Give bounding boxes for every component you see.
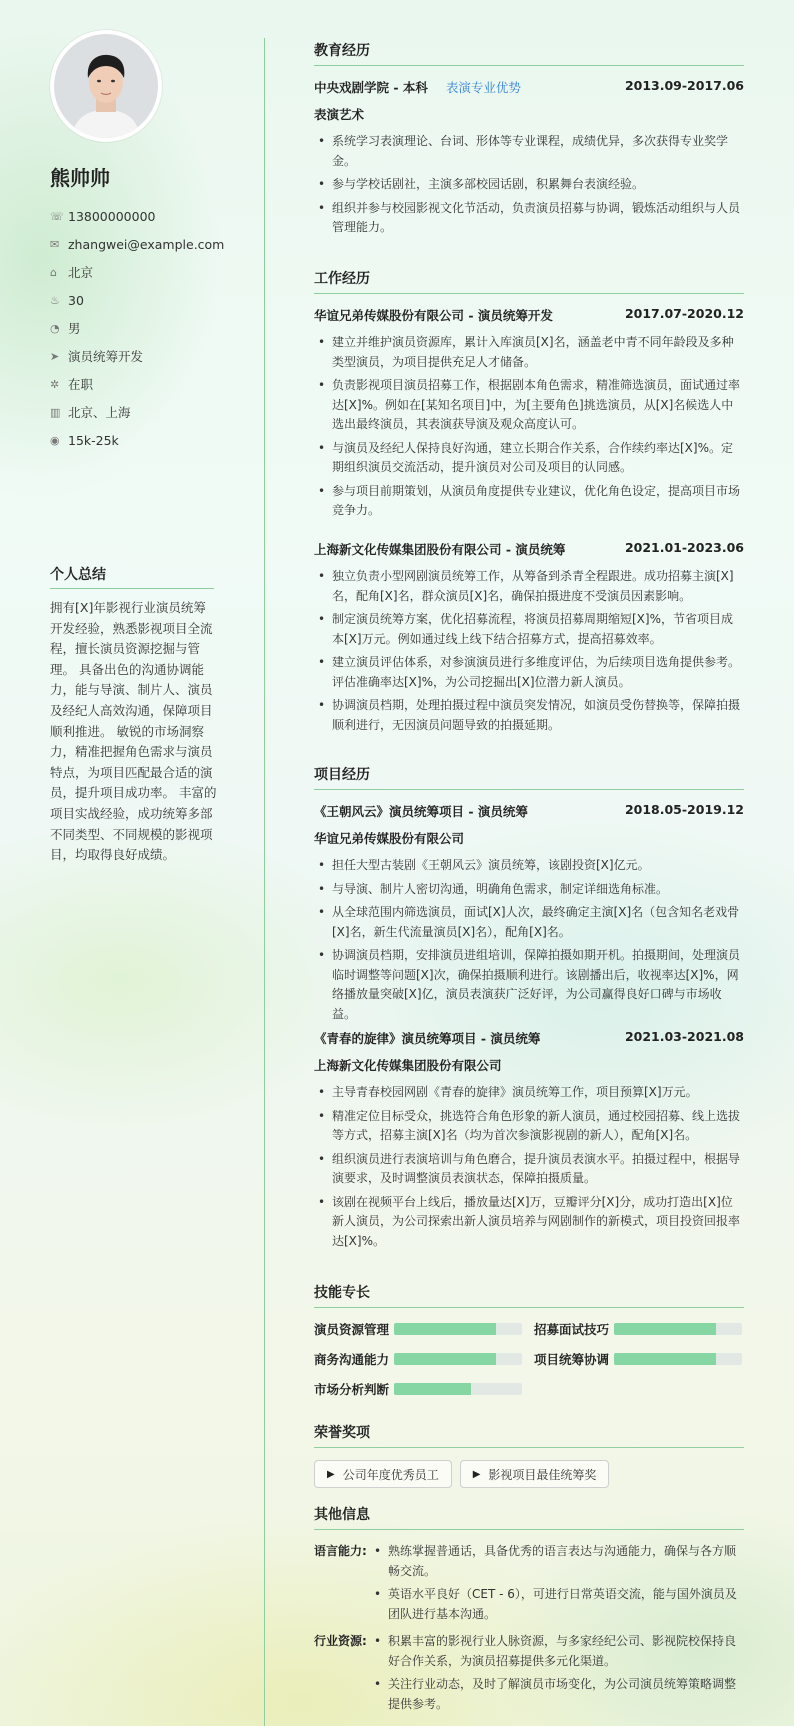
skills-title: 技能专长 (314, 1282, 744, 1308)
awards-section (314, 1422, 744, 1488)
list-item: • 熟练掌握普通话，具备优秀的语言表达与沟通能力，确保与各方顺畅交流。 (370, 1542, 744, 1581)
project-company: 华谊兄弟传媒股份有限公司 (314, 831, 465, 846)
list-item: • 精准定位目标受众，挑选符合角色形象的新人演员，通过校园招募、线上选拔等方式，招募主演[X]名（均为首次参演影视剧的新人），配角[X]名。 (314, 1107, 744, 1146)
skill-item: 市场分析判断 (314, 1380, 534, 1398)
info-salary: ◉ 15k-25k (50, 432, 119, 448)
list-item: • 独立负责小型网剧演员统筹工作，从筹备到杀青全程跟进。成功招募主演[X]名，配角[X]名，群众演员[X]名，确保拍摄进度不受演员因素影响。 (314, 567, 744, 606)
work-section (314, 268, 744, 525)
education-section (314, 40, 744, 242)
list-item: • 协调演员档期，安排演员进组培训，保障拍摄如期开机。拍摄期间，处理演员临时调整等问题[X]次，确保拍摄顺利进行。该剧播出后，收视率达[X]%，网络播放量突破[X]亿，演员表演获广泛好评，为公司赢得良好口碑与市场收益。 (314, 946, 744, 1024)
status-icon: ✲ (50, 377, 60, 391)
education-title: 教育经历 (314, 40, 744, 66)
info-position: ➤ 演员统筹开发 (50, 349, 144, 364)
list-item: • 从全球范围内筛选演员，面试[X]人次，最终确定主演[X]名（包含知名老戏骨[X]名，新生代流量演员[X]名），配角[X]名。 (314, 903, 744, 942)
other-group: 语言能力: • 熟练掌握普通话，具备优秀的语言表达与沟通能力，确保与各方顺畅交流。 • 英语水平良好（CET - 6），可进行日常英语交流，能与国外演员及团队进行基本沟通。 (314, 1542, 744, 1628)
awards-list (314, 1460, 744, 1488)
contact-info-list (50, 202, 224, 454)
skill-item: 商务沟通能力 (314, 1350, 534, 1368)
skill-item: 招募面试技巧 (534, 1320, 744, 1338)
skill-bar (614, 1323, 742, 1335)
job-head: 华谊兄弟传媒股份有限公司 - 演员统筹开发 2017.07-2020.12 (314, 306, 744, 323)
list-item: • 组织并参与校园影视文化节活动，负责演员招募与协调，锻炼活动组织与人员管理能力。 (314, 199, 744, 238)
avatar (50, 30, 162, 142)
info-email: ✉ zhangwei@example.com (50, 236, 225, 252)
skill-bar (394, 1323, 522, 1335)
list-item: • 积累丰富的影视行业人脉资源，与多家经纪公司、影视院校保持良好合作关系，为演员招募提供多元化渠道。 (370, 1632, 744, 1671)
other-title: 其他信息 (314, 1504, 744, 1530)
other-group: 行业资源: • 积累丰富的影视行业人脉资源，与多家经纪公司、影视院校保持良好合作关系，为演员招募提供多元化渠道。 • 关注行业动态，及时了解演员市场变化，为公司演员统筹策略调整提供参考。 (314, 1632, 744, 1718)
send-icon: ➤ (50, 349, 60, 363)
list-item: • 担任大型古装剧《王朝风云》演员统筹，该剧投资[X]亿元。 (314, 856, 744, 876)
skill-bar-fill (614, 1353, 716, 1365)
skill-bar-fill (394, 1383, 471, 1395)
project-company: 上海新文化传媒集团股份有限公司 (314, 1058, 502, 1073)
major: 表演艺术 (314, 107, 365, 122)
list-item: • 参与学校话剧社，主演多部校园话剧，积累舞台表演经验。 (314, 175, 744, 195)
info-phone: ☏ 13800000000 (50, 208, 156, 224)
other-section (314, 1504, 744, 1718)
avatar-portrait-icon (54, 34, 158, 138)
info-city: ▥ 北京、上海 (50, 405, 131, 420)
job-list (314, 567, 744, 735)
city-icon: ▥ (50, 405, 61, 419)
job-2 (314, 540, 744, 739)
info-location: ⌂ 北京 (50, 265, 94, 280)
skill-bar (394, 1383, 522, 1395)
education-tag: 表演专业优势 (445, 80, 521, 95)
list-item: • 负责影视项目演员招募工作，根据剧本角色需求，精准筛选演员，面试通过率达[X]%。例如在[某知名项目]中，为[主要角色]挑选演员，从[X]名候选人中选出最终演员，其表演获导演及观众高度认可。 (314, 376, 744, 435)
list-item: • 参与项目前期策划，从演员角度提供专业建议，优化角色设定，提高项目市场竞争力。 (314, 482, 744, 521)
list-item: • 系统学习表演理论、台词、形体等专业课程，成绩优异，多次获得专业奖学金。 (314, 132, 744, 171)
projects-title: 项目经历 (314, 764, 744, 790)
skills-section (314, 1282, 744, 1398)
info-age: ♨ 30 (50, 292, 84, 308)
list-item: • 协调演员档期，处理拍摄过程中演员突发情况，如演员受伤替换等，保障拍摄顺利进行，无因演员问题导致的拍摄延期。 (314, 696, 744, 735)
projects-section (314, 764, 744, 1028)
summary-text: 拥有[X]年影视行业演员统筹开发经验，熟悉影视项目全流程，擅长演员资源挖掘与管理。 具备出色的沟通协调能力，能与导演、制片人、演员及经纪人高效沟通，保障项目顺利推进。 敏锐的市场洞察力，精准把握角色需求与演员特点，为项目匹配最合适的演员，提升项目成功率。 丰富的项目实战经验，成功统筹多部不同类型、不同规模的影视项目，均取得良好成绩。 (50, 600, 217, 863)
salary-icon: ◉ (50, 433, 60, 447)
education-list (314, 132, 744, 238)
education-head (314, 78, 744, 96)
list-item: • 英语水平良好（CET - 6），可进行日常英语交流，能与国外演员及团队进行基本沟通。 (370, 1585, 744, 1624)
project-2 (314, 1029, 744, 1255)
education-date: 2013.09-2017.06 (624, 78, 744, 93)
award-badge: ▶ 影视项目最佳统筹奖 (460, 1460, 610, 1488)
list-item: • 与演员及经纪人保持良好沟通，建立长期合作关系，合作续约率达[X]%。定期组织演员交流活动，提升演员对公司及项目的认同感。 (314, 439, 744, 478)
phone-icon: ☏ (50, 209, 64, 223)
school-name: 中央戏剧学院 - 本科 (314, 80, 428, 95)
summary-title: 个人总结 (50, 564, 214, 589)
project-head: 《青春的旋律》演员统筹项目 - 演员统筹 2021.03-2021.08 (314, 1029, 744, 1046)
home-icon: ⌂ (50, 265, 57, 279)
skill-bar-fill (614, 1323, 716, 1335)
list-item: • 建立演员评估体系，对参演演员进行多维度评估，为后续项目选角提供参考。评估准确率达[X]%，为公司挖掘出[X]位潜力新人演员。 (314, 653, 744, 692)
skills-grid (314, 1320, 744, 1398)
list-item: • 制定演员统筹方案，优化招募流程，将演员招募周期缩短[X]%，节省项目成本[X]万元。例如通过线上线下结合招募方式，提高招募效率。 (314, 610, 744, 649)
project-list (314, 1083, 744, 1251)
project-head: 《王朝风云》演员统筹项目 - 演员统筹 2018.05-2019.12 (314, 802, 744, 819)
skill-bar (614, 1353, 742, 1365)
list-item: • 关注行业动态，及时了解演员市场变化，为公司演员统筹策略调整提供参考。 (370, 1675, 744, 1714)
column-divider (264, 38, 265, 1726)
cake-icon: ♨ (50, 293, 60, 307)
list-item: • 该剧在视频平台上线后，播放量达[X]万，豆瓣评分[X]分，成功打造出[X]位新人演员，为公司探索出新人演员培养与网剧制作的新模式，项目投资回报率达[X]%。 (314, 1193, 744, 1252)
info-status: ✲ 在职 (50, 377, 94, 392)
list-item: • 建立并维护演员资源库，累计入库演员[X]名，涵盖老中青不同年龄段及多种类型演员，为项目提供充足人才储备。 (314, 333, 744, 372)
award-badge: ▶ 公司年度优秀员工 (314, 1460, 452, 1488)
project-list (314, 856, 744, 1024)
skill-bar-fill (394, 1323, 496, 1335)
gender-icon: ◔ (50, 321, 60, 335)
work-title: 工作经历 (314, 268, 744, 294)
skill-bar-fill (394, 1353, 496, 1365)
awards-title: 荣誉奖项 (314, 1422, 744, 1448)
list-item: • 组织演员进行表演培训与角色磨合，提升演员表演水平。拍摄过程中，根据导演要求，及时调整演员表演状态，保障拍摄质量。 (314, 1150, 744, 1189)
play-icon: ▶ (327, 1468, 335, 1480)
skill-item: 项目统筹协调 (534, 1350, 744, 1368)
job-head: 上海新文化传媒集团股份有限公司 - 演员统筹 2021.01-2023.06 (314, 540, 744, 557)
list-item: • 主导青春校园网剧《青春的旋律》演员统筹工作，项目预算[X]万元。 (314, 1083, 744, 1103)
info-gender: ◔ 男 (50, 321, 81, 336)
play-icon: ▶ (472, 1468, 481, 1480)
job-list (314, 333, 744, 521)
list-item: • 与导演、制片人密切沟通，明确角色需求，制定详细选角标准。 (314, 880, 744, 900)
skill-item: 演员资源管理 (314, 1320, 534, 1338)
skill-bar (394, 1353, 522, 1365)
candidate-name: 熊帅帅 (50, 166, 110, 190)
mail-icon: ✉ (50, 237, 60, 251)
